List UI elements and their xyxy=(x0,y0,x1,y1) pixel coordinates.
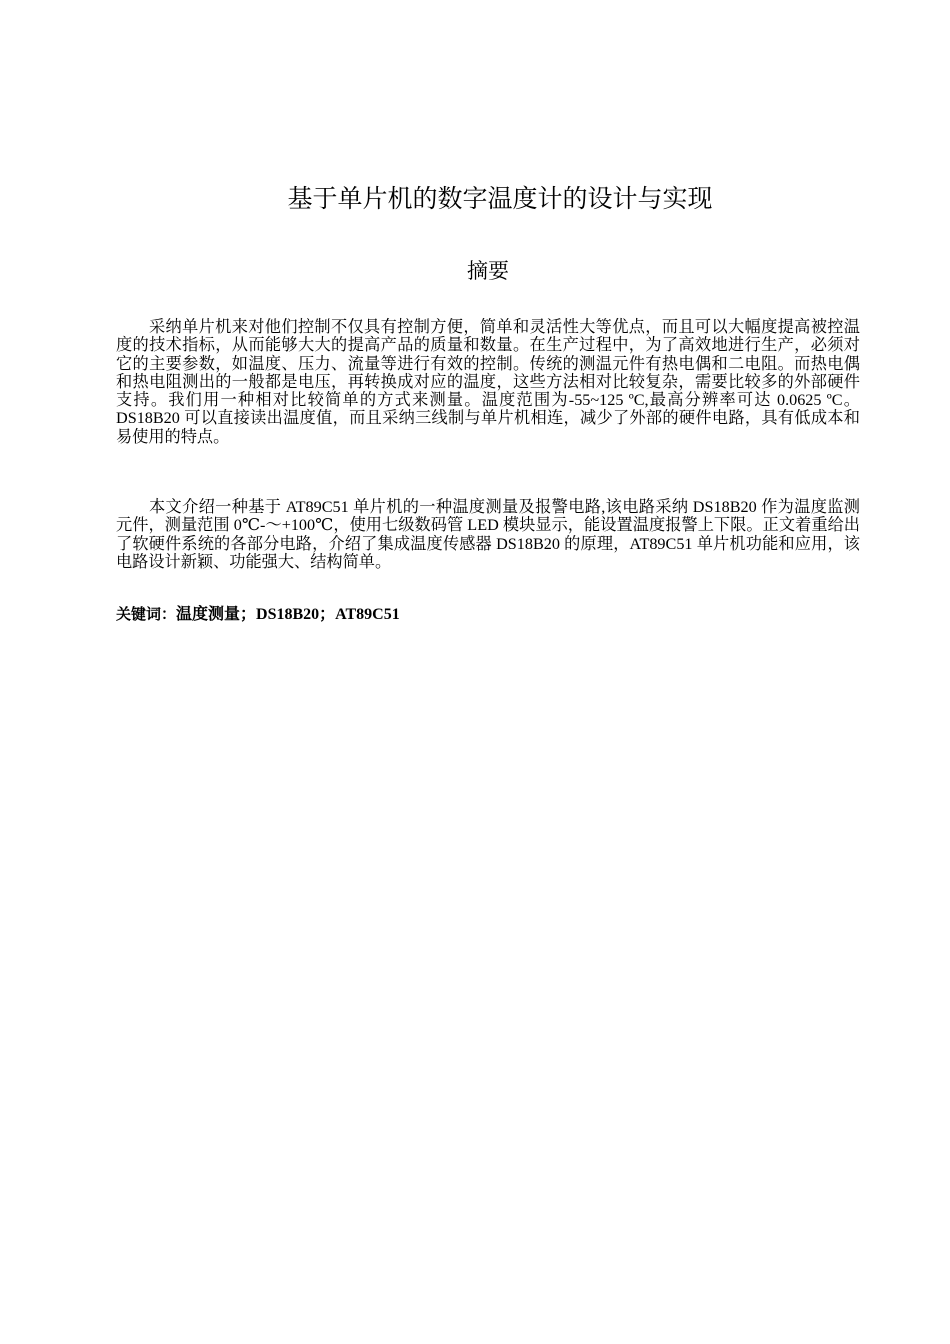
keywords-label: 关键词： xyxy=(116,605,177,623)
keywords-values: 温度测量；DS18B20；AT89C51 xyxy=(176,606,400,623)
document-title: 基于单片机的数字温度计的设计与实现 xyxy=(287,184,713,213)
keywords-line xyxy=(116,603,860,626)
abstract-heading: 摘要 xyxy=(467,259,509,283)
abstract-paragraph-1: 采纳单片机来对他们控制不仅具有控制方便，简单和灵活性大等优点，而且可以大幅度提高被控温度的技术指标，从而能够大大的提高产品的质量和数量。在生产过程中，为了高效地进行生产，必须对它的主要参数，如温度、压力、流量等进行有效的控制。传统的测温元件有热电偶和二电阻。而热电偶和热电阻测出的一般都是电压，再转换成对应的温度，这些方法相对比较复杂，需要比较多的外部硬件支持。我们用一种相对比较简单的方式来测量。温度范围为-55~125 ºC,最高分辨率可达 0.0625 ºC。DS18B20 可以直接读出温度值，而且采纳三线制与单片机相连，减少了外部的硬件电路，具有低成本和易使用的特点。 xyxy=(116,318,860,446)
abstract-paragraph-2: 本文介绍一种基于 AT89C51 单片机的一种温度测量及报警电路,该电路采纳 DS18B20 作为温度监测元件，测量范围 0℃-～+100℃，使用七级数码管 LED 模块显示，能设置温度报警上下限。正文着重给出了软硬件系统的各部分电路，介绍了集成温度传感器 DS18B20 的原理，AT89C51 单片机功能和应用，该电路设计新颖、功能强大、结构简单。 xyxy=(116,498,860,571)
